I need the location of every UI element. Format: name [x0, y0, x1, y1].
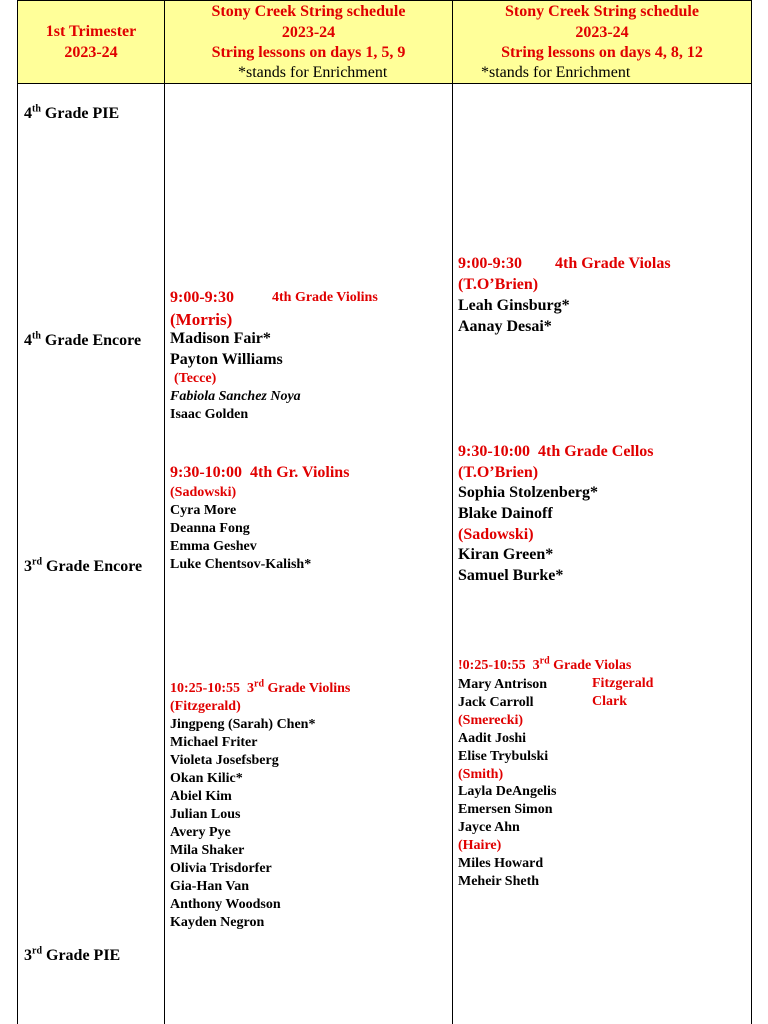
col3-block3-num: 3	[532, 658, 540, 673]
table-border-top	[17, 0, 752, 1]
col3-block2-teacher2: (Sadowski)	[458, 526, 534, 543]
grade-num: 4	[24, 105, 32, 122]
grade-label-4th-encore	[24, 332, 141, 350]
student-name: Deanna Fong	[170, 521, 250, 536]
student-name: Aanay Desai*	[458, 318, 552, 335]
student-name: Luke Chentsov-Kalish*	[170, 557, 312, 572]
col2-block2-students	[170, 502, 311, 574]
student-name: Mila Shaker	[170, 843, 245, 858]
grade-label-4th-pie	[24, 105, 119, 123]
grade-sup: th	[32, 103, 41, 115]
grade-num: 3	[24, 947, 32, 964]
grade-text: Grade Encore	[42, 558, 143, 575]
col3-block3-side-teacher-2: Clark	[592, 694, 627, 709]
student-name: Sophia Stolzenberg*	[458, 484, 599, 501]
col3-block3-title: Grade Violas	[549, 658, 632, 673]
col3-block3-sup: rd	[539, 655, 550, 667]
col3-block3-time: !0:25-10:55	[458, 658, 526, 673]
header-days-4-8-12	[453, 2, 751, 64]
student-name: Isaac Golden	[170, 407, 249, 422]
col2-block2-title: 4th Gr. Violins	[249, 464, 350, 481]
student-name: Payton Williams	[170, 351, 283, 368]
col3-block2-header	[458, 443, 654, 461]
header-col3-line1: Stony Creek String schedule	[505, 3, 699, 20]
grade-text: Grade Encore	[40, 332, 142, 349]
column-divider-1	[164, 0, 165, 1024]
student-name: Meheir Sheth	[458, 873, 540, 889]
col3-block2-time: 9:30-10:00	[458, 443, 530, 460]
student-name: Madison Fair*	[170, 330, 271, 347]
col2-block1-teacher: (Morris)	[170, 310, 233, 329]
col2-block1-teacher2: (Tecce)	[174, 371, 217, 386]
header-trimester-line1: 1st Trimester	[45, 23, 137, 40]
col3-block2-title: 4th Grade Cellos	[537, 443, 654, 460]
col3-block3-header	[458, 655, 632, 674]
table-border-right	[751, 0, 752, 1024]
student-name: Jayce Ahn	[458, 820, 520, 836]
grade-label-3rd-encore	[24, 558, 142, 576]
header-col2-note: *stands for Enrichment	[238, 64, 388, 81]
col2-block2-teacher: (Sadowski)	[170, 485, 237, 500]
grade-num: 4	[24, 332, 32, 349]
teacher-name: (Haire)	[458, 838, 502, 854]
col3-block3-side-teacher-1: Fitzgerald	[592, 676, 654, 691]
grade-text: Grade PIE	[40, 105, 120, 122]
header-col2-line2: 2023-24	[281, 23, 336, 41]
col3-block3-students	[458, 676, 556, 891]
student-name: Jack Carroll	[458, 694, 534, 710]
student-name: Mary Antrison	[458, 677, 548, 692]
header-days-1-5-9	[165, 2, 452, 64]
grade-label-3rd-pie	[24, 947, 120, 965]
student-name: Kayden Negron	[170, 915, 265, 930]
student-name: Blake Dainoff	[458, 505, 553, 522]
student-name: Emersen Simon	[458, 802, 553, 818]
student-name: Gia-Han Van	[170, 879, 249, 894]
student-name: Miles Howard	[458, 856, 544, 872]
grade-text: Grade PIE	[42, 947, 121, 964]
header-col2-line1: Stony Creek String schedule	[211, 3, 406, 20]
header-trimester	[18, 22, 164, 63]
table-border-left	[17, 0, 18, 1024]
student-name: Olivia Trisdorfer	[170, 861, 272, 876]
header-col3-line3: String lessons on days 4, 8, 12	[501, 44, 703, 61]
col3-block1-title: 4th Grade Violas	[555, 255, 671, 272]
student-name: Leah Ginsburg*	[458, 297, 570, 314]
col2-block3-sup: rd	[254, 678, 264, 690]
header-trimester-line2: 2023-24	[64, 43, 118, 61]
student-name: Abiel Kim	[170, 789, 232, 804]
student-name: Elise Trybulski	[458, 748, 549, 764]
student-name: Anthony Woodson	[170, 897, 281, 912]
col3-block2-teacher: (T.O’Brien)	[458, 464, 539, 481]
student-name: Violeta Josefsberg	[170, 753, 279, 768]
student-name: Jingpeng (Sarah) Chen*	[170, 717, 316, 732]
col3-block1-teacher: (T.O’Brien)	[458, 276, 539, 293]
header-bottom-border	[17, 83, 752, 84]
header-col3-note: *stands for Enrichment	[481, 64, 631, 81]
student-name: Avery Pye	[170, 825, 231, 840]
col2-block3-num: 3	[247, 681, 254, 696]
column-divider-2	[452, 0, 453, 1024]
col2-block1-time: 9:00-9:30	[170, 289, 234, 306]
student-name: Michael Friter	[170, 735, 258, 750]
col3-block1-time: 9:00-9:30	[458, 255, 522, 272]
student-name: Julian Lous	[170, 807, 241, 822]
col2-block3-teacher: (Fitzgerald)	[170, 699, 241, 714]
col2-block3-title: Grade Violins	[264, 681, 351, 696]
col2-block3-students	[170, 716, 315, 932]
student-name: Cyra More	[170, 503, 237, 518]
student-name: Kiran Green*	[458, 546, 554, 563]
grade-sup: rd	[32, 556, 42, 568]
teacher-name: (Smith)	[458, 766, 504, 782]
header-col2-line3: String lessons on days 1, 5, 9	[211, 44, 406, 61]
student-name: Emma Geshev	[170, 539, 257, 554]
grade-sup: th	[32, 330, 41, 342]
grade-num: 3	[24, 558, 32, 575]
student-name: Fabiola Sanchez Noya	[170, 389, 301, 404]
student-name: Layla DeAngelis	[458, 784, 557, 800]
teacher-name: (Smerecki)	[458, 712, 524, 728]
col2-block3-time: 10:25-10:55	[170, 681, 240, 696]
student-name: Aadit Joshi	[458, 730, 527, 746]
col2-block3-header	[170, 678, 351, 697]
student-name: Okan Kilic*	[170, 771, 243, 786]
student-name: Samuel Burke*	[458, 567, 564, 584]
grade-sup: rd	[32, 945, 42, 957]
header-col3-line2: 2023-24	[575, 23, 629, 41]
col2-block2-header	[170, 464, 349, 482]
col2-block2-time: 9:30-10:00	[170, 464, 242, 481]
col2-block1-title: 4th Grade Violins	[272, 290, 378, 305]
